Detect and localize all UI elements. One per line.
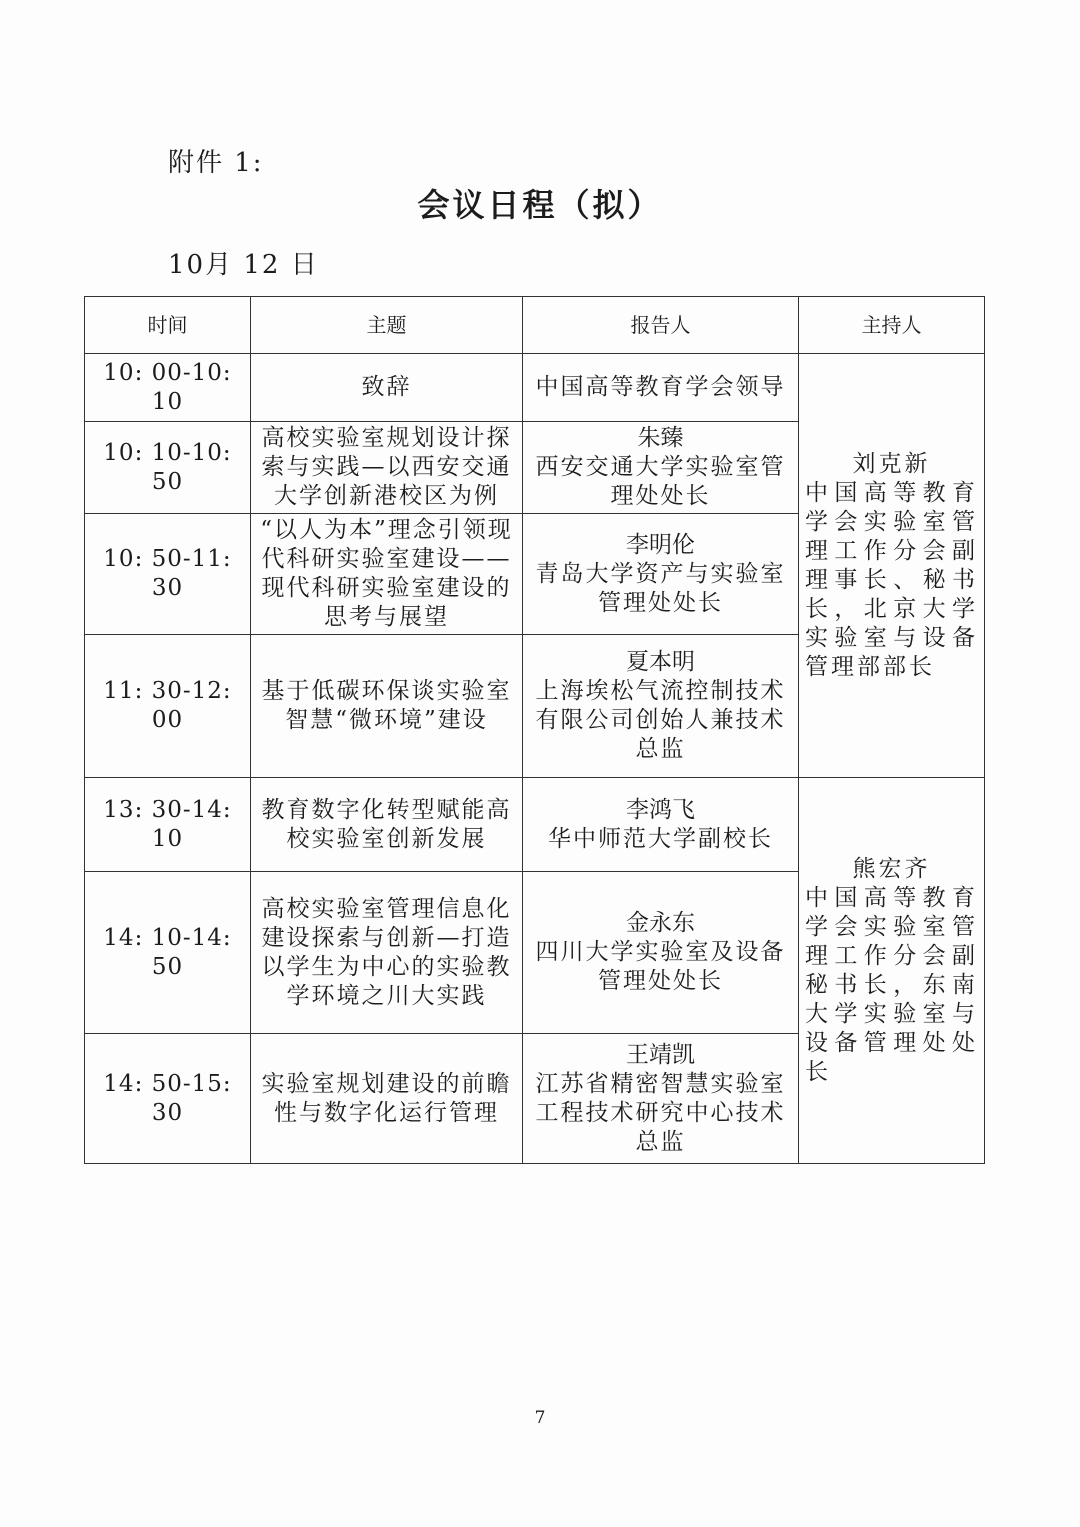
row-topic: 高校实验室管理信息化建设探索与创新—打造以学生为中心的实验教学环境之川大实践	[251, 872, 523, 1034]
row-time: 10: 50-11: 30	[85, 514, 251, 635]
speaker-title: 江苏省精密智慧实验室工程技术研究中心技术总监	[535, 1070, 786, 1155]
speaker-name: 王靖凯	[626, 1041, 695, 1068]
header-topic: 主题	[251, 297, 523, 354]
page-title: 会议日程（拟）	[417, 186, 663, 224]
table-row	[85, 778, 985, 872]
speaker-name: 夏本明	[626, 649, 695, 675]
speaker-title: 上海埃松气流控制技术有限公司创始人兼技术总监	[535, 678, 786, 762]
speaker-name: 金永东	[626, 910, 695, 936]
page-number: 7	[534, 1408, 546, 1428]
row-time: 14: 50-15: 30	[85, 1034, 251, 1164]
row-speaker	[523, 635, 799, 778]
header-speaker: 报告人	[523, 297, 799, 354]
table-header-row	[85, 297, 985, 354]
schedule-table	[84, 296, 985, 1164]
table-row	[85, 354, 985, 422]
row-time: 10: 00-10: 10	[85, 354, 251, 422]
speaker-title: 西安交通大学实验室管理处处长	[535, 454, 786, 509]
host-title: 中国高等教育学会实验室管理工作分会副理事长、秘书长，北京大学实验室与设备管理部部长	[805, 479, 978, 680]
row-time: 13: 30-14: 10	[85, 778, 251, 872]
speaker-title: 青岛大学资产与实验室管理处处长	[535, 560, 786, 616]
host-cell-morning	[799, 354, 985, 778]
host-cell-afternoon	[799, 778, 985, 1164]
speaker-title: 四川大学实验室及设备管理处处长	[535, 939, 786, 994]
header-host: 主持人	[799, 297, 985, 354]
speaker-name: 李鸿飞	[626, 796, 695, 823]
row-speaker	[523, 778, 799, 872]
speaker-name: 李明伦	[626, 531, 695, 558]
row-speaker	[523, 872, 799, 1034]
host-name: 熊宏齐	[852, 855, 931, 882]
speaker-title: 华中师范大学副校长	[548, 825, 773, 852]
row-topic: 高校实验室规划设计探索与实践—以西安交通大学创新港校区为例	[251, 422, 523, 514]
row-topic: 致辞	[251, 354, 523, 422]
row-topic: 基于低碳环保谈实验室智慧“微环境”建设	[251, 635, 523, 778]
row-time: 14: 10-14: 50	[85, 872, 251, 1034]
row-time: 11: 30-12: 00	[85, 635, 251, 778]
row-speaker	[523, 514, 799, 635]
attachment-label: 附件 1:	[168, 148, 264, 178]
host-name: 刘克新	[852, 450, 931, 477]
host-title: 中国高等教育学会实验室管理工作分会副秘书长，东南大学实验室与设备管理处处长	[805, 884, 978, 1085]
schedule-date: 10月 12 日	[168, 250, 319, 280]
row-speaker	[523, 1034, 799, 1164]
row-speaker: 中国高等教育学会领导	[523, 354, 799, 422]
row-speaker	[523, 422, 799, 514]
row-topic: 教育数字化转型赋能高校实验室创新发展	[251, 778, 523, 872]
header-time: 时间	[85, 297, 251, 354]
row-topic: “以人为本”理念引领现代科研实验室建设——现代科研实验室建设的思考与展望	[251, 514, 523, 635]
row-topic: 实验室规划建设的前瞻性与数字化运行管理	[251, 1034, 523, 1164]
row-time: 10: 10-10: 50	[85, 422, 251, 514]
speaker-name: 朱臻	[637, 425, 684, 451]
